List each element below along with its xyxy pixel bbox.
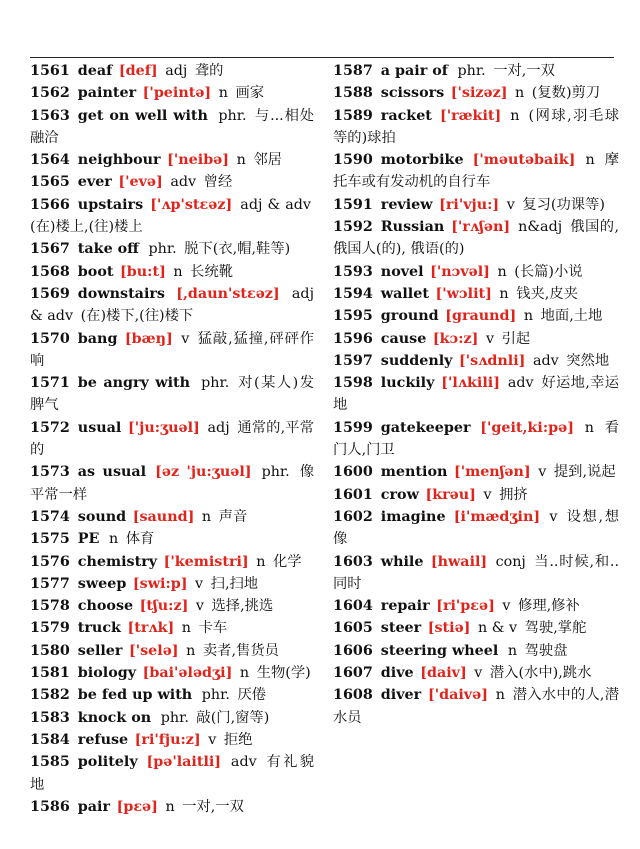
entry-part-of-speech: phr.	[218, 107, 247, 124]
entry-number: 1572	[30, 419, 70, 436]
entry-meaning: 扫,扫地	[210, 575, 259, 592]
entry-meaning: 引起	[501, 330, 531, 347]
vocab-entry	[30, 528, 314, 550]
entry-part-of-speech: n	[495, 687, 505, 704]
entry-meaning: 突然地	[566, 352, 610, 369]
vocab-entry	[333, 551, 619, 596]
entry-phonetic: ['wɔlit]	[435, 285, 492, 302]
entry-phonetic: ['evə]	[118, 174, 163, 191]
entry-part-of-speech: n	[173, 263, 183, 280]
entry-part-of-speech: n	[239, 665, 250, 682]
entry-word: as usual	[77, 464, 147, 481]
vocab-entry	[30, 261, 314, 283]
entry-number: 1596	[333, 330, 373, 347]
entry-meaning: 声音	[218, 508, 248, 525]
entry-part-of-speech: n	[497, 263, 507, 280]
entry-phonetic: ['məutəbaik]	[472, 152, 576, 169]
entry-meaning: 画家	[235, 85, 265, 102]
entry-word: ground	[380, 308, 439, 325]
entry-meaning: 通常的,平常的	[30, 419, 315, 459]
entry-word: usual	[77, 419, 122, 436]
entry-word: novel	[380, 263, 424, 280]
entry-meaning: 潜入水中的人,潜水员	[333, 687, 620, 726]
entry-part-of-speech: v	[195, 598, 204, 615]
entry-meaning: 设想,想像	[333, 508, 619, 548]
vocab-entry	[333, 82, 619, 104]
entry-word: get on well with	[77, 107, 208, 124]
entry-word: biology	[77, 665, 137, 682]
entry-phonetic: [əz 'ju:ʒuəl]	[155, 464, 252, 481]
entry-meaning: 拒绝	[223, 731, 253, 748]
entry-part-of-speech: adj	[165, 63, 188, 79]
entry-meaning: 像平常一样	[30, 464, 315, 503]
entry-phonetic: [graund]	[445, 308, 517, 325]
entry-word: scissors	[380, 85, 445, 102]
entry-meaning: (网球,羽毛球等的)球拍	[333, 107, 620, 146]
entry-meaning: 修理,修补	[518, 598, 580, 615]
vocab-entry	[333, 417, 619, 462]
entry-meaning: 体育	[125, 531, 155, 548]
entry-meaning: (在)楼上,(往)楼上	[30, 219, 143, 236]
entry-part-of-speech: n	[181, 620, 192, 637]
entry-part-of-speech: n	[186, 642, 196, 659]
vocab-entry	[333, 595, 619, 617]
vocab-entry	[333, 283, 619, 305]
entry-phonetic: [ri'fju:z]	[134, 731, 201, 748]
entry-meaning: (在)楼下,(往)楼下	[80, 308, 194, 325]
entry-number: 1563	[30, 107, 70, 124]
entry-part-of-speech: n	[585, 152, 595, 169]
vocab-entry	[30, 573, 314, 595]
entry-part-of-speech: adv	[230, 754, 257, 771]
entry-word: dive	[380, 665, 414, 682]
entry-part-of-speech: phr.	[160, 709, 189, 726]
entry-phonetic: [pɛə]	[116, 798, 158, 815]
entry-phonetic: ['rækit]	[439, 107, 502, 124]
entry-number: 1566	[30, 196, 70, 213]
vocab-entry	[30, 729, 314, 751]
entry-meaning: 厌倦	[237, 687, 267, 704]
entry-number: 1595	[333, 308, 373, 325]
entry-word: be angry with	[77, 375, 191, 392]
entry-number: 1583	[30, 709, 70, 726]
entry-number: 1594	[333, 285, 373, 302]
vocab-entry	[333, 305, 619, 327]
entry-part-of-speech: adv	[170, 174, 197, 191]
entry-phonetic: [tʃu:z]	[139, 598, 189, 615]
entry-word: cause	[380, 330, 427, 347]
entry-number: 1599	[333, 419, 373, 436]
entry-phonetic: ['ju:ʒuəl]	[128, 419, 200, 436]
entry-meaning: 复习(功课等)	[522, 196, 605, 213]
entry-word: bang	[77, 330, 118, 347]
entry-phonetic: [saund]	[132, 508, 195, 525]
entry-meaning: 一对,一双	[493, 63, 555, 79]
entry-part-of-speech: n	[236, 152, 246, 169]
entry-number: 1573	[30, 464, 70, 481]
entry-part-of-speech: conj	[495, 553, 526, 570]
right-column	[333, 60, 619, 729]
entry-meaning: 猛敲,猛撞,砰砰作响	[30, 330, 314, 369]
vocab-entry	[30, 194, 314, 239]
entry-phonetic: ['kemistri]	[163, 553, 249, 570]
entry-meaning: (长篇)小说	[514, 263, 583, 280]
vocab-entry	[333, 617, 619, 639]
entry-word: deaf	[77, 63, 113, 79]
entry-word: sweep	[77, 575, 127, 592]
entry-word: while	[380, 553, 424, 570]
entry-number: 1588	[333, 85, 373, 102]
entry-part-of-speech: n	[515, 85, 525, 102]
vocab-entry	[30, 283, 314, 328]
top-divider	[30, 57, 614, 58]
entry-part-of-speech: n	[507, 642, 518, 659]
entry-number: 1600	[333, 464, 373, 481]
entry-phonetic: [ri'vju:]	[439, 196, 500, 213]
entry-meaning: 驾驶,掌舵	[524, 620, 587, 637]
vocab-entry	[333, 194, 619, 216]
entry-phonetic: [i'mædʒin]	[453, 508, 541, 525]
vocab-entry	[333, 640, 619, 662]
entry-word: painter	[77, 85, 137, 102]
entry-word: mention	[380, 464, 448, 481]
entry-word: PE	[77, 531, 100, 548]
vocab-entry	[30, 82, 314, 104]
entry-meaning: 俄国的,俄国人(的), 俄语(的)	[333, 219, 620, 258]
vocab-entry	[30, 149, 314, 171]
entry-word: pair	[77, 798, 111, 815]
entry-number: 1585	[30, 754, 70, 771]
entry-number: 1567	[30, 241, 70, 258]
entry-number: 1608	[333, 687, 373, 704]
entry-phonetic: [bu:t]	[120, 263, 166, 280]
entry-word: seller	[77, 642, 123, 659]
vocab-entry	[333, 60, 619, 82]
entry-number: 1607	[333, 665, 373, 682]
entry-part-of-speech: n	[584, 419, 594, 436]
entry-number: 1568	[30, 263, 70, 280]
entry-meaning: 驾驶盘	[524, 642, 568, 659]
entry-meaning: 卖者,售货员	[202, 642, 279, 659]
entry-word: be fed up with	[77, 687, 193, 704]
entry-number: 1584	[30, 731, 70, 748]
entry-phonetic: ['lʌkili]	[441, 375, 500, 392]
entry-part-of-speech: phr.	[201, 375, 230, 392]
vocab-entry	[30, 551, 314, 573]
entry-number: 1578	[30, 598, 70, 615]
entry-number: 1580	[30, 642, 70, 659]
entry-meaning: 脱下(衣,帽,鞋等)	[184, 241, 291, 258]
entry-part-of-speech: n	[165, 798, 175, 815]
entry-number: 1576	[30, 553, 70, 570]
vocab-entry	[30, 707, 314, 729]
entry-part-of-speech: n	[256, 553, 266, 570]
entry-meaning: 化学	[273, 553, 302, 570]
entry-phonetic: [,daun'stɛəz]	[176, 285, 280, 302]
entry-phonetic: ['daivə]	[427, 687, 488, 704]
entry-word: truck	[77, 620, 121, 637]
entry-phonetic: [trʌk]	[127, 620, 175, 637]
entry-word: wallet	[380, 285, 429, 302]
entry-number: 1579	[30, 620, 70, 637]
entry-part-of-speech: phr.	[201, 687, 230, 704]
entry-word: steering wheel	[380, 642, 499, 659]
entry-word: take off	[77, 241, 139, 258]
entry-number: 1598	[333, 375, 373, 392]
entry-phonetic: ['nɔvəl]	[430, 263, 490, 280]
entry-meaning: 摩托车或有发动机的自行车	[333, 152, 619, 191]
entry-part-of-speech: n	[201, 508, 212, 525]
entry-word: refuse	[77, 731, 129, 748]
entry-phonetic: ['ʌp'stɛəz]	[150, 196, 233, 213]
entry-phonetic: ['peintə]	[142, 85, 212, 102]
entry-meaning: 一对,一双	[182, 798, 244, 815]
entry-part-of-speech: v	[474, 665, 483, 682]
entry-phonetic: [kɔ:z]	[432, 330, 479, 347]
entry-phonetic: [swi:p]	[132, 575, 188, 592]
entry-meaning: 拥挤	[499, 486, 528, 503]
entry-phonetic: ['rʌʃən]	[451, 219, 511, 236]
entry-number: 1593	[333, 263, 373, 280]
entry-word: ever	[77, 174, 112, 191]
vocab-entry	[333, 261, 619, 283]
entry-word: upstairs	[77, 196, 144, 213]
entry-phonetic: ['sizəz]	[450, 85, 508, 102]
entry-word: chemistry	[77, 553, 158, 570]
vocab-entry	[30, 328, 314, 373]
entry-part-of-speech: v	[485, 330, 495, 347]
entry-part-of-speech: v	[502, 598, 511, 615]
entry-phonetic: ['sʌdnli]	[459, 352, 526, 369]
vocab-entry	[333, 328, 619, 350]
entry-phonetic: [def]	[118, 63, 158, 79]
vocab-entry	[333, 350, 619, 372]
entry-phonetic: [stiə]	[427, 620, 471, 637]
entry-number: 1605	[333, 620, 373, 637]
entry-number: 1606	[333, 642, 373, 659]
entry-word: Russian	[380, 219, 445, 236]
entry-number: 1589	[333, 107, 373, 124]
entry-meaning: 好运地,幸运地	[333, 375, 620, 414]
entry-part-of-speech: n	[499, 285, 509, 302]
entry-part-of-speech: adv	[532, 352, 559, 369]
entry-word: suddenly	[380, 352, 453, 369]
entry-word: imagine	[380, 508, 446, 525]
entry-part-of-speech: v	[538, 464, 547, 481]
entry-word: choose	[77, 598, 134, 615]
entry-meaning: 对(某人)发脾气	[30, 375, 315, 414]
entry-number: 1581	[30, 665, 70, 682]
entry-part-of-speech: v	[195, 575, 204, 592]
vocab-entry	[30, 238, 314, 260]
entry-number: 1587	[333, 63, 373, 79]
vocab-entry	[30, 60, 314, 82]
entry-part-of-speech: n	[109, 531, 119, 548]
entry-part-of-speech: phr.	[261, 464, 290, 481]
entry-number: 1592	[333, 219, 373, 236]
entry-phonetic: ['geit,ki:pə]	[480, 419, 574, 436]
entry-meaning: 与...相处融洽	[30, 107, 315, 146]
entry-part-of-speech: v	[208, 731, 217, 748]
entry-number: 1561	[30, 63, 70, 79]
vocab-entry	[333, 684, 619, 729]
entry-meaning: 卡车	[198, 620, 228, 637]
entry-part-of-speech: n&adj	[518, 219, 563, 236]
entry-part-of-speech: n & v	[478, 620, 518, 637]
entry-phonetic: ['neibə]	[167, 152, 230, 169]
entry-phonetic: [ri'pɛə]	[436, 598, 495, 615]
entry-meaning: 选择,挑选	[211, 598, 274, 615]
vocab-entry	[333, 461, 619, 483]
entry-word: politely	[77, 754, 138, 771]
vocab-entry	[333, 105, 619, 150]
entry-number: 1603	[333, 553, 373, 570]
vocab-entry	[30, 595, 314, 617]
entry-word: boot	[77, 263, 114, 280]
entry-word: crow	[380, 486, 419, 503]
vocab-entry	[30, 461, 314, 506]
vocab-entry	[333, 506, 619, 551]
vocab-entry	[333, 372, 619, 417]
entry-part-of-speech: v	[483, 486, 492, 503]
entry-word: knock on	[77, 709, 152, 726]
entry-number: 1590	[333, 152, 373, 169]
entry-meaning: 有礼貌地	[30, 754, 315, 793]
vocab-entry	[30, 684, 314, 706]
entry-number: 1565	[30, 174, 70, 191]
vocab-entry	[30, 506, 314, 528]
entry-word: steer	[380, 620, 422, 637]
entry-meaning: 长统靴	[190, 263, 234, 280]
entry-meaning: 生物(学)	[256, 665, 311, 682]
entry-part-of-speech: adv	[507, 375, 534, 392]
entry-phonetic: [bai'ələdʒi]	[142, 665, 233, 682]
vocab-entry	[30, 417, 314, 462]
entry-word: motorbike	[380, 152, 464, 169]
entry-word: luckily	[380, 375, 435, 392]
entry-number: 1570	[30, 330, 70, 347]
entry-part-of-speech: v	[181, 330, 190, 347]
entry-number: 1562	[30, 85, 70, 102]
entry-part-of-speech: adj	[207, 419, 230, 436]
entry-part-of-speech: n	[510, 107, 520, 124]
vocab-entry	[30, 662, 314, 684]
entry-meaning: 敲(门,窗等)	[196, 709, 270, 726]
entry-part-of-speech: n	[218, 85, 228, 102]
vocab-entry	[30, 617, 314, 639]
entry-number: 1604	[333, 598, 373, 615]
entry-part-of-speech: v	[549, 508, 558, 525]
vocab-entry	[30, 751, 314, 796]
entry-meaning: 曾经	[203, 174, 233, 191]
entry-meaning: 聋的	[194, 63, 224, 79]
entry-phonetic: [daiv]	[420, 665, 467, 682]
entry-phonetic: [pə'laitli]	[146, 754, 222, 771]
entry-meaning: 潜入(水中),跳水	[489, 665, 592, 682]
entry-meaning: 看门人,门卫	[333, 419, 620, 459]
entry-meaning: 钱夹,皮夹	[516, 285, 578, 302]
entry-meaning: 提到,说起	[553, 464, 616, 481]
entry-phonetic: [bæŋ]	[124, 330, 173, 347]
entry-word: diver	[380, 687, 422, 704]
entry-phonetic: [krəu]	[425, 486, 476, 503]
vocab-entry	[333, 216, 619, 261]
vocab-entry	[30, 372, 314, 417]
entry-meaning: 当..时候,和..同时	[333, 553, 620, 592]
vocab-entry	[333, 149, 619, 194]
entry-part-of-speech: adj & adv	[30, 285, 315, 325]
entry-number: 1571	[30, 375, 70, 392]
entry-word: downstairs	[77, 285, 165, 302]
entry-number: 1586	[30, 798, 70, 815]
entry-number: 1564	[30, 152, 70, 169]
entry-phonetic: ['menʃən]	[453, 464, 531, 481]
left-column	[30, 60, 314, 818]
entry-meaning: 地面,土地	[540, 308, 603, 325]
entry-part-of-speech: phr.	[148, 241, 177, 258]
entry-number: 1601	[333, 486, 373, 503]
entry-number: 1602	[333, 508, 373, 525]
entry-word: a pair of	[380, 63, 448, 79]
entry-number: 1574	[30, 508, 70, 525]
entry-word: repair	[380, 598, 430, 615]
vocab-entry	[333, 484, 619, 506]
entry-meaning: (复数)剪刀	[531, 85, 601, 102]
entry-number: 1575	[30, 531, 70, 548]
vocab-entry	[30, 796, 314, 818]
entry-word: sound	[77, 508, 127, 525]
entry-number: 1577	[30, 575, 70, 592]
entry-phonetic: ['selə]	[128, 642, 179, 659]
entry-part-of-speech: adj & adv	[240, 196, 312, 213]
entry-word: racket	[380, 107, 432, 124]
entry-part-of-speech: v	[506, 196, 515, 213]
entry-phonetic: [hwail]	[430, 553, 488, 570]
entry-meaning: 邻居	[253, 152, 282, 169]
entry-part-of-speech: n	[523, 308, 534, 325]
entry-number: 1569	[30, 285, 70, 302]
entry-part-of-speech: phr.	[457, 63, 486, 79]
entry-word: gatekeeper	[380, 419, 471, 436]
entry-word: review	[380, 196, 433, 213]
entry-number: 1591	[333, 196, 373, 213]
vocab-entry	[30, 105, 314, 150]
entry-word: neighbour	[77, 152, 161, 169]
entry-number: 1582	[30, 687, 70, 704]
vocab-entry	[30, 640, 314, 662]
vocab-entry	[30, 171, 314, 193]
vocab-entry	[333, 662, 619, 684]
entry-number: 1597	[333, 352, 373, 369]
